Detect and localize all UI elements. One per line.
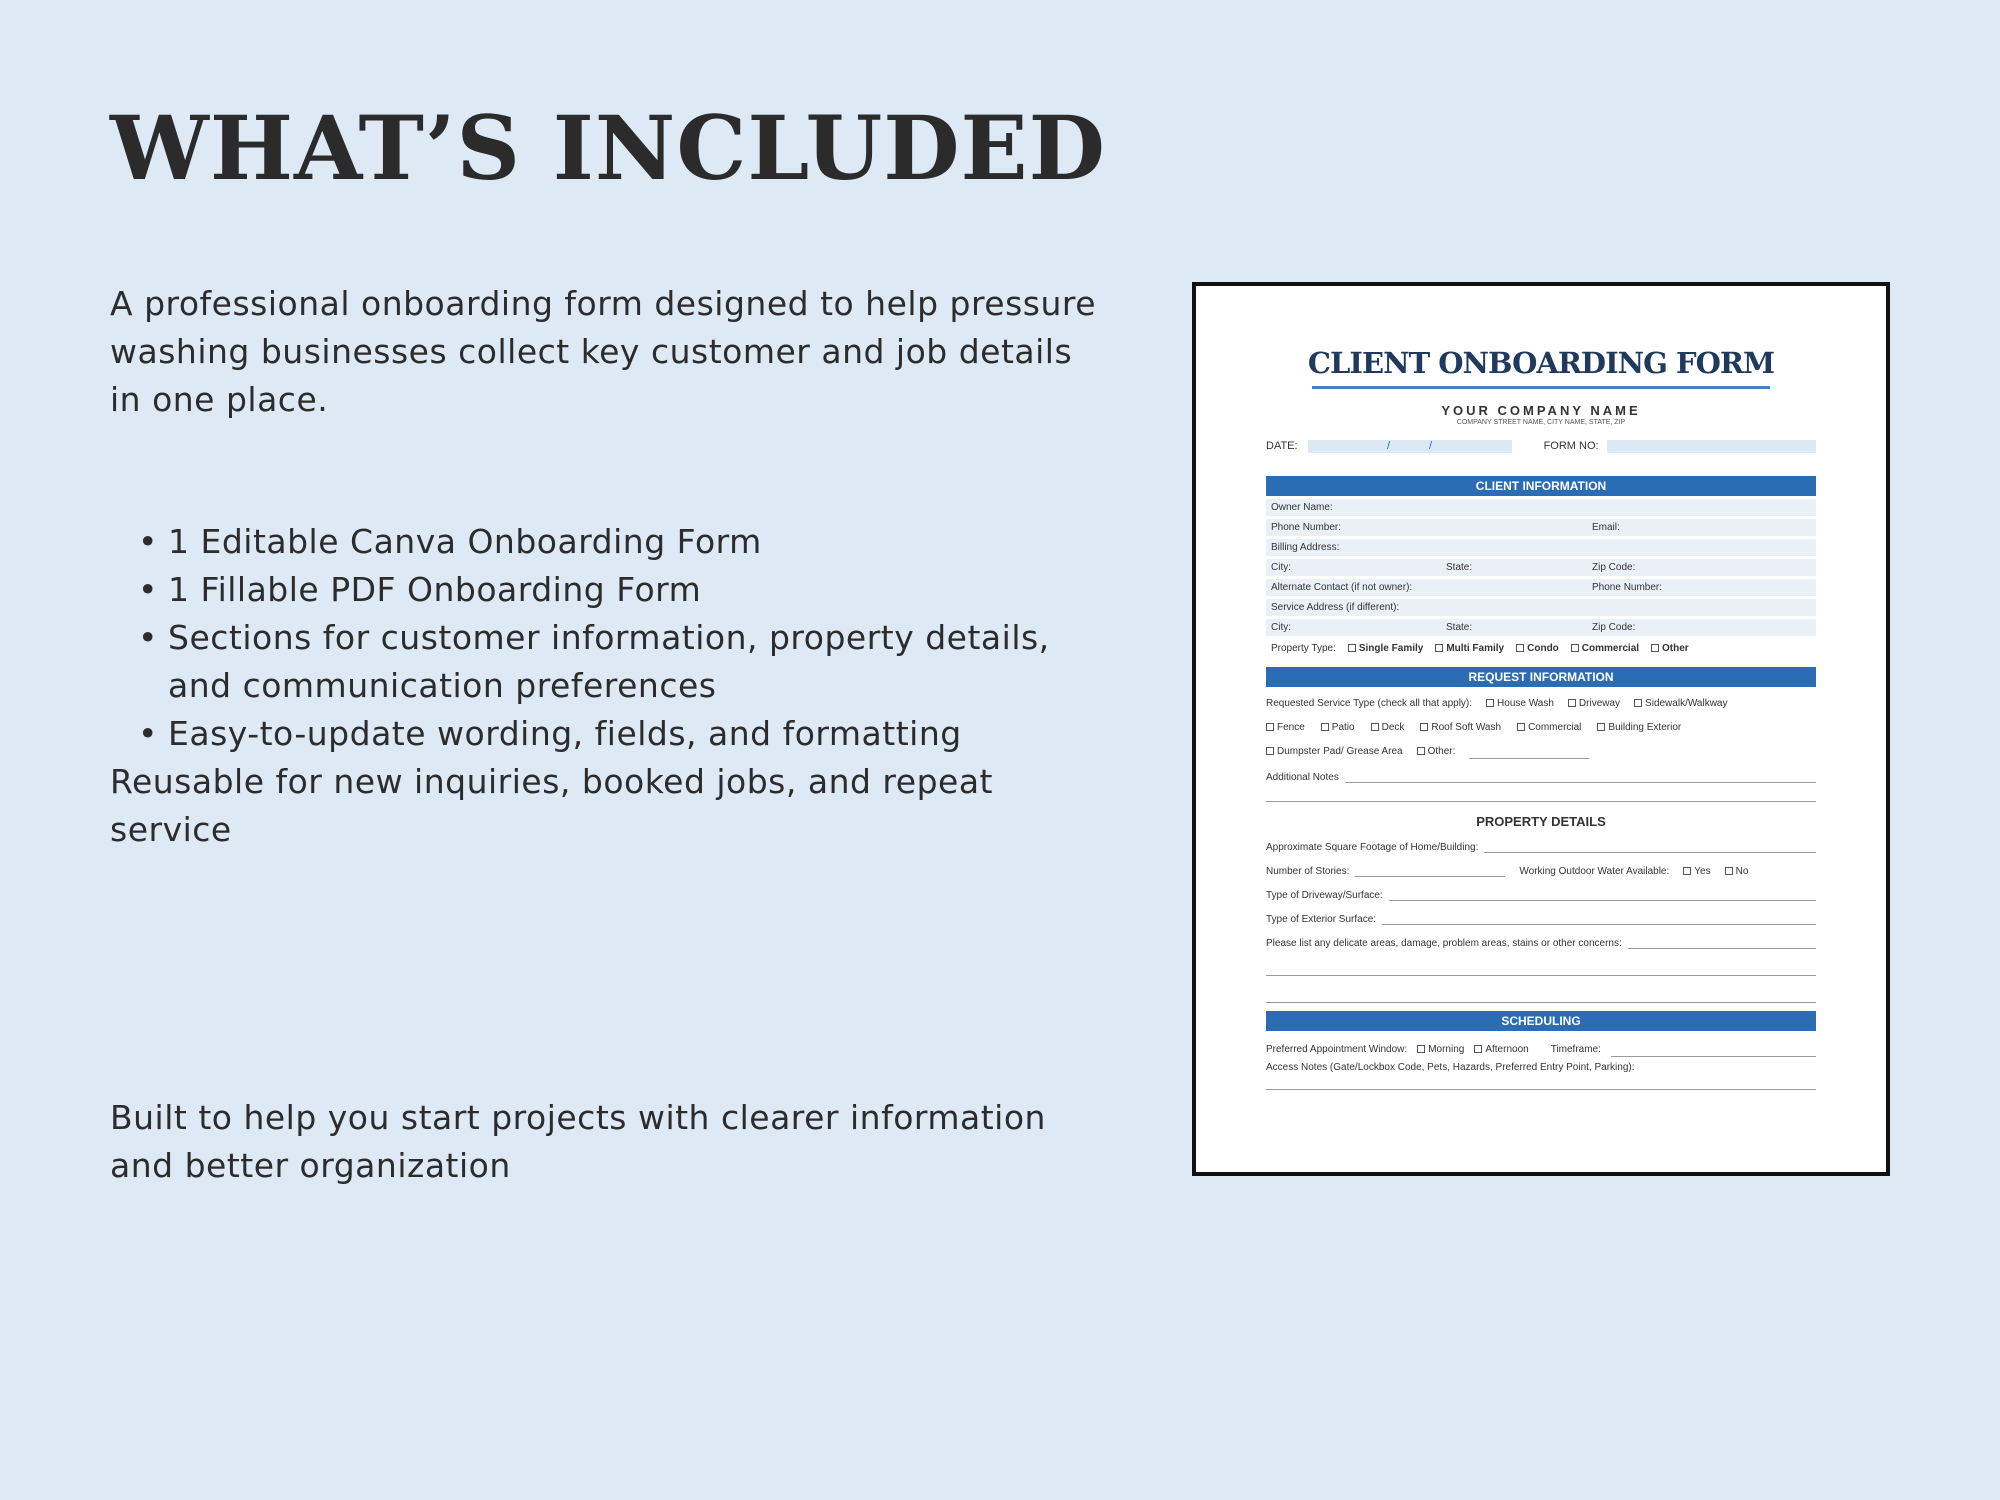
checkbox-option: [1348, 643, 1423, 654]
checkbox-option: [1371, 722, 1405, 733]
access-notes-label: Access Notes (Gate/Lockbox Code, Pets, Hazards, Preferred Entry Point, Parking):: [1266, 1061, 1635, 1073]
requested-service-label: Requested Service Type (check all that apply):: [1266, 697, 1473, 709]
option-label: Commercial: [1528, 721, 1582, 733]
access-notes-row: [1266, 1059, 1816, 1075]
option-label: Roof Soft Wash: [1431, 721, 1502, 733]
driveway-label: Type of Driveway/Surface:: [1266, 890, 1383, 901]
option-label: Deck: [1381, 721, 1405, 733]
sq-footage-underline: [1484, 852, 1816, 853]
billing-label: Billing Address:: [1271, 542, 1340, 553]
reuse-text: Reusable for new inquiries, booked jobs, and repeat service: [110, 762, 993, 849]
request-information-band: REQUEST INFORMATION: [1266, 667, 1816, 687]
closing-text: Built to help you start projects with clearer information and better organization: [110, 1098, 1046, 1185]
option-label: Sidewalk/Walkway: [1645, 697, 1728, 709]
exterior-underline: [1382, 924, 1816, 925]
service-row-1: [1266, 695, 1816, 711]
alt-contact-row: [1266, 579, 1816, 596]
form-preview: [1192, 282, 1890, 1176]
form-no-label: FORM NO:: [1543, 440, 1599, 452]
timeframe-underline: [1611, 1056, 1816, 1057]
sq-footage-label: Approximate Square Footage of Home/Building:: [1266, 842, 1479, 853]
property-type-row: [1266, 640, 1816, 657]
checkbox-option: [1634, 698, 1727, 709]
exterior-label: Type of Exterior Surface:: [1266, 914, 1377, 925]
service-address-label: Service Address (if different):: [1271, 602, 1400, 613]
checkbox-option: [1516, 643, 1559, 654]
option-label: Other: [1662, 643, 1689, 654]
checkbox-option: [1725, 866, 1749, 877]
billing-row: [1266, 539, 1816, 556]
option-label: Afternoon: [1485, 1043, 1529, 1055]
service-row-3: [1266, 743, 1816, 759]
checkbox-option: [1651, 643, 1689, 654]
property-type-label: Property Type:: [1271, 643, 1336, 654]
checkbox-option: [1266, 722, 1305, 733]
preferred-window-label: Preferred Appointment Window:: [1266, 1043, 1408, 1055]
delicate-label: Please list any delicate areas, damage, problem areas, stains or other concerns:: [1266, 938, 1622, 949]
notes-label: Additional Notes: [1266, 772, 1339, 783]
option-label: Dumpster Pad/ Grease Area: [1277, 745, 1403, 757]
option-label: Single Family: [1358, 643, 1424, 654]
other-underline: [1469, 758, 1589, 759]
stories-row: [1266, 861, 1816, 877]
date-separator: /: [1429, 439, 1433, 452]
company-name: YOUR COMPANY NAME: [1441, 403, 1641, 418]
date-field: [1308, 440, 1512, 453]
option-label: No: [1735, 866, 1749, 877]
option-label: Condo: [1527, 643, 1559, 654]
stories-label: Number of Stories:: [1266, 866, 1350, 877]
email-label: Email:: [1592, 522, 1620, 533]
date-row: [1266, 438, 1816, 454]
sq-footage-row: [1266, 837, 1816, 853]
stories-underline: [1355, 876, 1505, 877]
option-label: Other:: [1427, 745, 1456, 757]
checkbox-option: [1435, 643, 1504, 654]
page-heading: WHAT’S INCLUDED: [110, 96, 1106, 200]
phone-row: [1266, 519, 1816, 536]
list-item: • Sections for customer information, property details, and communication preferences: [168, 614, 1110, 710]
checkbox-option: [1597, 722, 1681, 733]
option-label: Fence: [1277, 721, 1305, 733]
delicate-rule: [1266, 1002, 1816, 1003]
checkbox-option: [1417, 1044, 1464, 1055]
checkbox-option: [1321, 722, 1355, 733]
city-label: City:: [1271, 622, 1291, 633]
option-label: House Wash: [1497, 697, 1554, 709]
alt-phone-label: Phone Number:: [1592, 582, 1663, 593]
notes-row: [1266, 767, 1816, 783]
intro-paragraph: A professional onboarding form designed to help pressure washing businesses collect key customer and job details in one place.: [110, 284, 1097, 419]
form-title: CLIENT ONBOARDING FORM: [1307, 346, 1775, 380]
driveway-underline: [1389, 900, 1816, 901]
access-notes-rule: [1266, 1089, 1816, 1090]
delicate-underline: [1628, 948, 1816, 949]
exterior-row: [1266, 909, 1816, 925]
title-underline: [1312, 386, 1770, 389]
owner-name-row: [1266, 499, 1816, 516]
city-label: City:: [1271, 562, 1291, 573]
list-item: • 1 Editable Canva Onboarding Form: [168, 518, 1110, 566]
date-separator: /: [1387, 439, 1391, 452]
checkbox-option: [1474, 1044, 1528, 1055]
checkbox-option: [1266, 746, 1403, 757]
owner-name-label: Owner Name:: [1271, 502, 1333, 513]
list-item: • Easy-to-update wording, fields, and formatting: [168, 710, 1110, 758]
notes-rule: [1266, 801, 1816, 802]
option-label: Patio: [1331, 721, 1355, 733]
checkbox-option: [1683, 866, 1710, 877]
scheduling-band: SCHEDULING: [1266, 1011, 1816, 1031]
option-label: Building Exterior: [1608, 721, 1682, 733]
property-details-heading: PROPERTY DETAILS: [1476, 814, 1606, 829]
city-row: [1266, 559, 1816, 576]
appointment-row: [1266, 1041, 1816, 1057]
state-label: State:: [1446, 562, 1473, 573]
form-no-field: [1607, 440, 1816, 453]
driveway-row: [1266, 885, 1816, 901]
option-label: Morning: [1428, 1043, 1465, 1055]
option-label: Yes: [1694, 866, 1711, 877]
included-list: [110, 518, 1110, 758]
delicate-row: [1266, 933, 1816, 949]
water-label: Working Outdoor Water Available:: [1519, 866, 1670, 877]
option-label: Multi Family: [1446, 643, 1505, 654]
list-item: • 1 Fillable PDF Onboarding Form: [168, 566, 1110, 614]
notes-underline: [1345, 782, 1816, 783]
checkbox-option: [1517, 722, 1581, 733]
checkbox-option: [1568, 698, 1620, 709]
service-row-2: [1266, 719, 1816, 735]
date-label: DATE:: [1266, 440, 1298, 452]
service-address-row: [1266, 599, 1816, 616]
delicate-rule: [1266, 975, 1816, 976]
service-city-row: [1266, 619, 1816, 636]
zip-label: Zip Code:: [1592, 562, 1636, 573]
phone-label: Phone Number:: [1271, 522, 1342, 533]
state-label: State:: [1446, 622, 1473, 633]
checkbox-option: [1417, 746, 1456, 757]
zip-label: Zip Code:: [1592, 622, 1636, 633]
timeframe-label: Timeframe:: [1550, 1043, 1601, 1055]
client-information-band: CLIENT INFORMATION: [1266, 476, 1816, 496]
alt-contact-label: Alternate Contact (if not owner):: [1271, 582, 1413, 593]
option-label: Driveway: [1578, 697, 1621, 709]
checkbox-option: [1486, 698, 1554, 709]
checkbox-option: [1571, 643, 1639, 654]
option-label: Commercial: [1581, 643, 1640, 654]
company-address: COMPANY STREET NAME, CITY NAME, STATE, ZIP: [1456, 419, 1626, 426]
checkbox-option: [1420, 722, 1501, 733]
